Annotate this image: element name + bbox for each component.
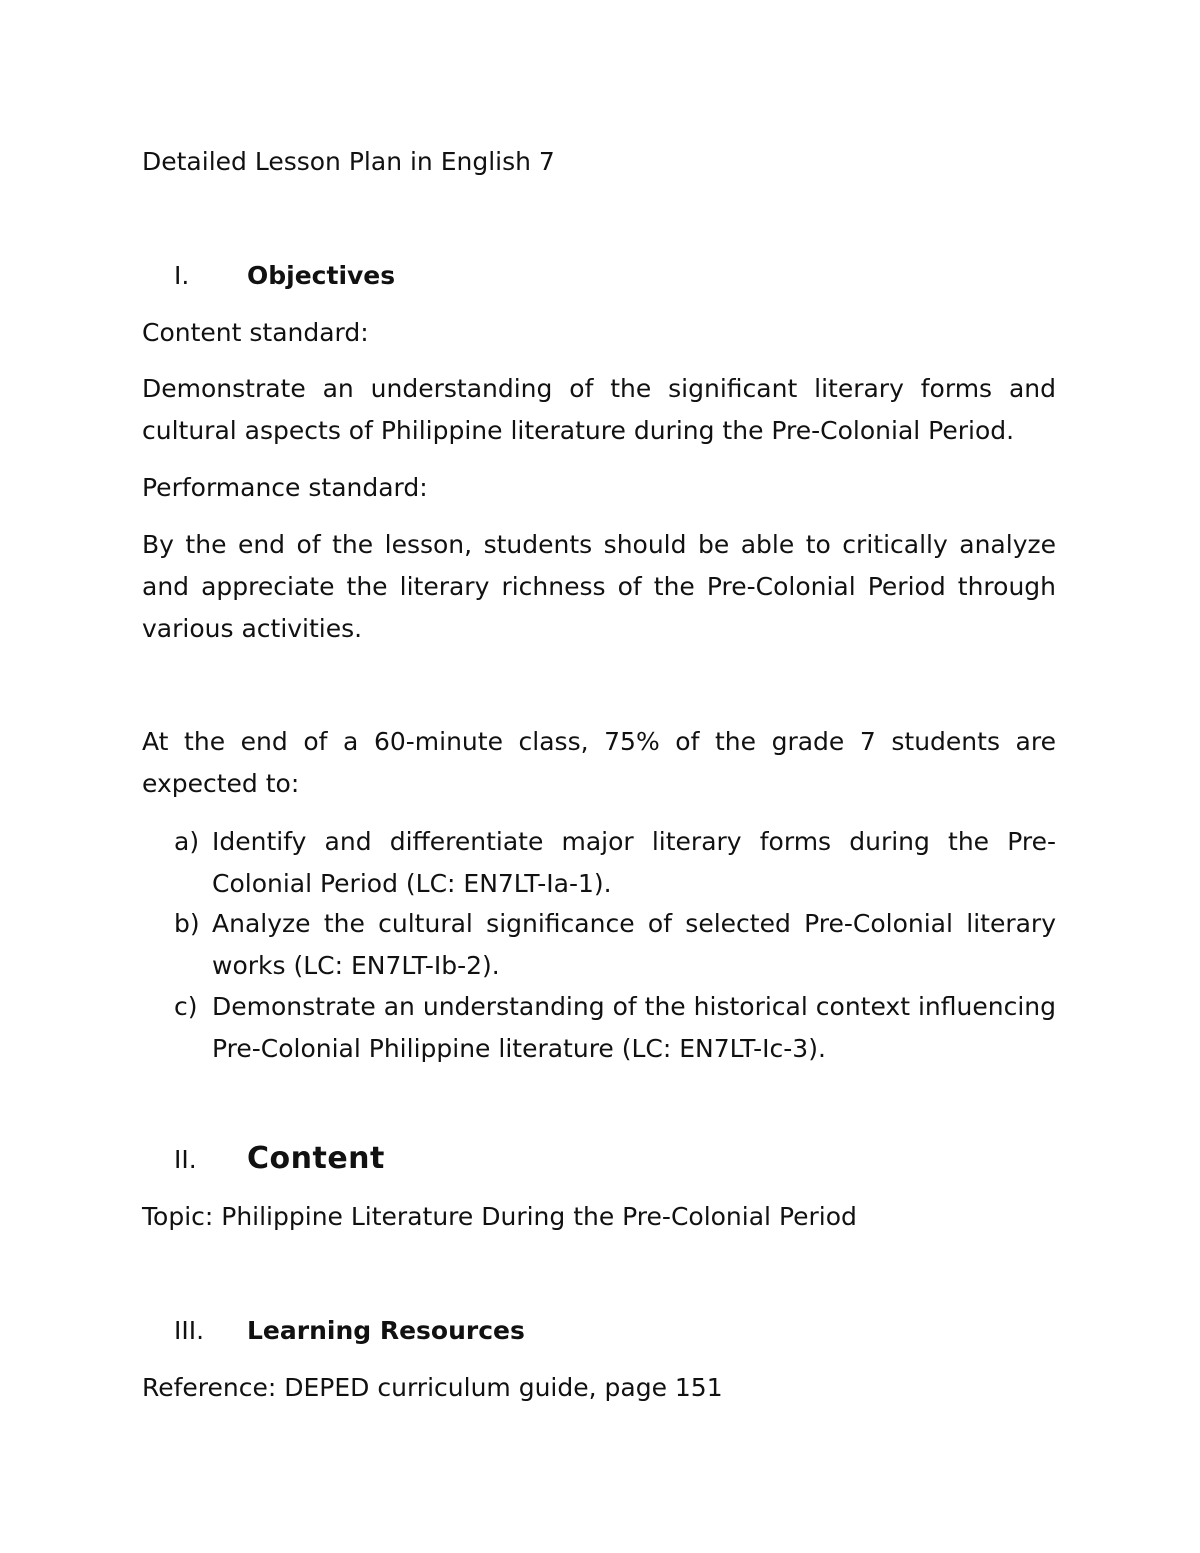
document-title: Detailed Lesson Plan in English 7	[142, 147, 555, 176]
section-title: Objectives	[247, 261, 396, 290]
performance-standard-text: By the end of the lesson, students should be able to critically analyze and appreciate the literary richness of the Pre-Colonial Period through various activities.	[142, 530, 1056, 643]
objective-item	[174, 903, 1056, 987]
objective-item	[174, 821, 1056, 905]
section-content-heading	[174, 1138, 385, 1181]
section-number: II.	[174, 1145, 197, 1174]
objective-text: Demonstrate an understanding of the historical context influencing Pre-Colonial Philippine literature (LC: EN7LT-Ic-3).	[212, 992, 1056, 1063]
content-topic: Topic: Philippine Literature During the Pre-Colonial Period	[142, 1202, 857, 1231]
section-number: I.	[174, 261, 190, 290]
section-title: Content	[247, 1141, 385, 1176]
content-standard-label: Content standard:	[142, 318, 369, 347]
performance-standard-label: Performance standard:	[142, 473, 428, 502]
list-marker: a)	[174, 827, 200, 856]
objective-text: Analyze the cultural significance of selected Pre-Colonial literary works (LC: EN7LT-Ib-2).	[212, 909, 1056, 980]
objective-text: Identify and differentiate major literary forms during the Pre-Colonial Period (LC: EN7LT-Ia-1).	[212, 827, 1056, 898]
list-marker: c)	[174, 992, 198, 1021]
section-resources-heading	[174, 1310, 525, 1352]
section-number: III.	[174, 1316, 205, 1345]
resources-reference: Reference: DEPED curriculum guide, page 151	[142, 1373, 723, 1402]
objective-item	[174, 986, 1056, 1070]
list-marker: b)	[174, 909, 200, 938]
content-standard-text: Demonstrate an understanding of the significant literary forms and cultural aspects of Philippine literature during the Pre-Colonial Period.	[142, 374, 1056, 445]
objectives-intro: At the end of a 60-minute class, 75% of the grade 7 students are expected to:	[142, 727, 1056, 798]
section-title: Learning Resources	[247, 1316, 525, 1345]
section-objectives-heading	[174, 255, 395, 297]
